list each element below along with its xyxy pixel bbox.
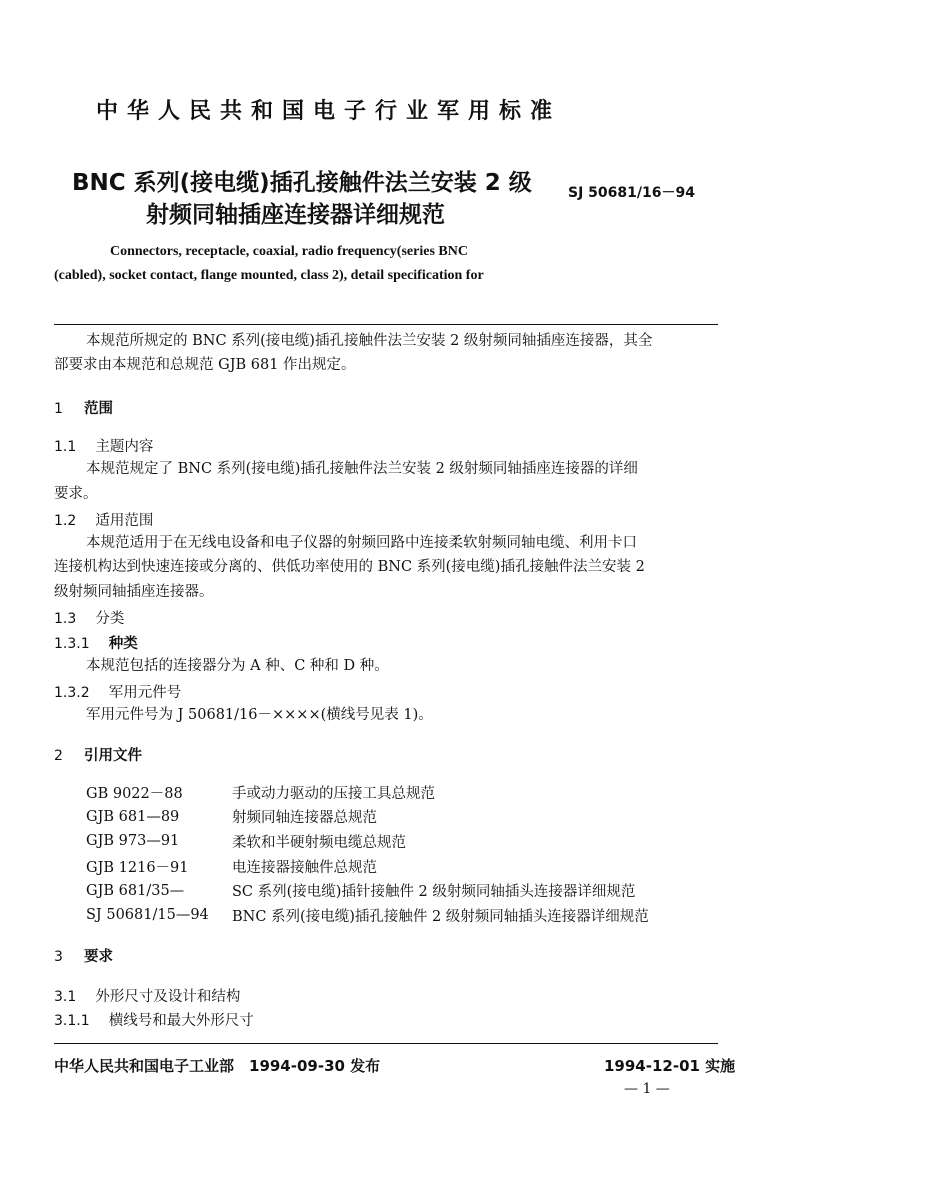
section-1-2-line-3: 级射频同轴插座连接器。: [54, 584, 214, 600]
section-number: 1.3.2: [54, 685, 90, 701]
section-1-2-line-1: 本规范适用于在无线电设备和电子仪器的射频回路中连接柔软射频同轴电缆、利用卡口: [86, 535, 637, 551]
section-2-heading: [54, 744, 142, 765]
section-number: 1.3.1: [54, 636, 90, 652]
section-number: 1.1: [54, 439, 77, 455]
reference-title: 柔软和半硬射频电缆总规范: [232, 834, 406, 851]
issuer-date: 中华人民共和国电子工业部 1994-09-30 发布: [54, 1057, 381, 1075]
document-header: 中华人民共和国电子行业军用标准: [96, 99, 562, 124]
reference-code: GB 9022－88: [86, 785, 183, 802]
reference-row: [86, 854, 649, 879]
section-title: 横线号和最大外形尺寸: [108, 1013, 254, 1029]
section-1-3-heading: [54, 607, 124, 628]
section-1-1-line-2: 要求。: [54, 486, 98, 502]
section-number: 1: [54, 401, 63, 417]
section-title: 外形尺寸及设计和结构: [95, 989, 241, 1005]
section-number: 3.1.1: [54, 1013, 90, 1029]
section-title: 主题内容: [95, 439, 154, 455]
title-line-2: 射频同轴插座连接器详细规范: [146, 202, 445, 228]
section-title: 适用范围: [95, 513, 154, 529]
reference-row: [86, 780, 649, 805]
reference-title: SC 系列(接电缆)插针接触件 2 级射频同轴插头连接器详细规范: [232, 884, 636, 901]
reference-code: GJB 1216－91: [86, 859, 189, 876]
section-title: 分类: [95, 611, 125, 627]
standard-code: SJ 50681/16－94: [568, 185, 695, 201]
section-title: 军用元件号: [108, 685, 182, 701]
effective-date: 1994-12-01 实施: [604, 1057, 736, 1075]
reference-code: GJB 973—91: [86, 833, 180, 850]
section-1-3-1-line-1: 本规范包括的连接器分为 A 种、C 种和 D 种。: [86, 658, 389, 674]
section-title: 范围: [84, 401, 114, 417]
section-1-2-heading: [54, 509, 153, 530]
reference-title: 射频同轴连接器总规范: [232, 810, 377, 827]
section-number: 3: [54, 949, 63, 965]
section-1-3-1-heading: [54, 632, 138, 653]
section-3-1-1-heading: [54, 1009, 254, 1030]
section-number: 3.1: [54, 989, 77, 1005]
section-number: 2: [54, 748, 63, 764]
section-1-heading: [54, 397, 113, 418]
intro-line-1: 本规范所规定的 BNC 系列(接电缆)插孔接触件法兰安装 2 级射频同轴插座连接器，其全: [86, 333, 653, 349]
section-1-1-line-1: 本规范规定了 BNC 系列(接电缆)插孔接触件法兰安装 2 级射频同轴插座连接器的详细: [86, 461, 638, 477]
reference-code: GJB 681/35—: [86, 882, 185, 899]
reference-row: [86, 878, 649, 903]
reference-list: [86, 780, 649, 928]
reference-title: 电连接器接触件总规范: [232, 859, 377, 876]
reference-row: [86, 903, 649, 928]
section-3-1-heading: [54, 985, 240, 1006]
section-1-3-2-line-1: 军用元件号为 J 50681/16－××××(横线号见表 1)。: [86, 707, 433, 723]
reference-title: BNC 系列(接电缆)插孔接触件 2 级射频同轴插头连接器详细规范: [232, 908, 649, 925]
header-divider: [54, 324, 718, 325]
title-line-1: BNC 系列(接电缆)插孔接触件法兰安装 2 级: [72, 170, 532, 196]
footer-divider: [54, 1043, 718, 1044]
intro-line-2: 部要求由本规范和总规范 GJB 681 作出规定。: [54, 357, 356, 373]
section-1-1-heading: [54, 435, 153, 456]
reference-title: 手或动力驱动的压接工具总规范: [232, 785, 435, 802]
section-title: 引用文件: [84, 748, 143, 764]
reference-code: GJB 681—89: [86, 808, 180, 825]
reference-row: [86, 805, 649, 830]
section-number: 1.3: [54, 611, 77, 627]
section-title: 要求: [84, 949, 114, 965]
english-title-line-2: (cabled), socket contact, flange mounted, class 2), detail specification for: [54, 268, 484, 283]
section-1-3-2-heading: [54, 681, 181, 702]
page-number: — 1 —: [624, 1081, 670, 1097]
reference-row: [86, 829, 649, 854]
reference-code: SJ 50681/15—94: [86, 907, 209, 924]
section-3-heading: [54, 945, 113, 966]
section-title: 种类: [108, 635, 138, 652]
english-title-line-1: Connectors, receptacle, coaxial, radio frequency(series BNC: [110, 244, 468, 259]
section-number: 1.2: [54, 513, 77, 529]
section-1-2-line-2: 连接机构达到快速连接或分离的、供低功率使用的 BNC 系列(接电缆)插孔接触件法兰安装 2: [54, 559, 645, 575]
